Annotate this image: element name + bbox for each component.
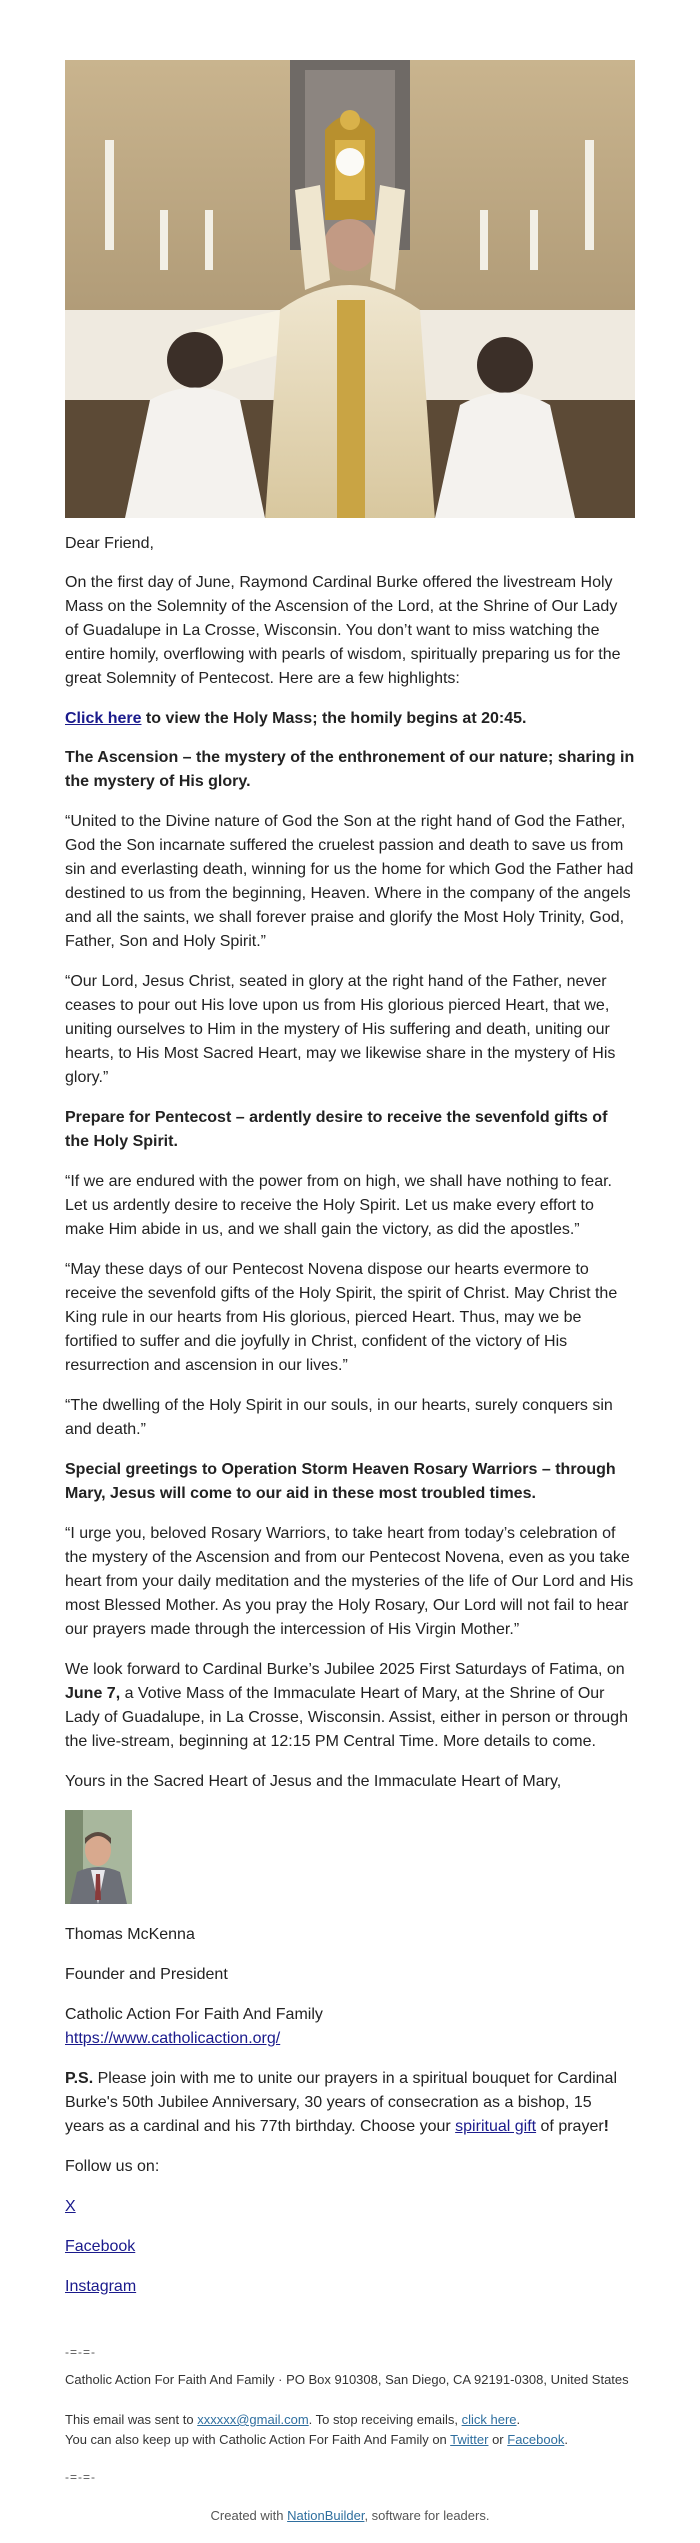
follow-label: Follow us on:	[65, 2158, 160, 2175]
footer-separator-bottom: -=-=-	[65, 2470, 97, 2484]
instagram-link[interactable]: Instagram	[65, 2278, 137, 2295]
section-rosary-heading: Special greetings to Operation Storm Heaven Rosary Warriors – through Mary, Jesus will come to our aid in these most troubled times.	[65, 1461, 616, 1502]
ascension-quote-1: “United to the Divine nature of God the Son at the right hand of God the Father, God the Son incarnate suffered the cruelest passion and death to save us from sin and everlasting death, winning for us the home for which God the Father had destined to us from the beginning, Heaven. Where in the company of the angels and all the saints, we shall forever praise and glorify the Most Holy Trinity, God, Father, Son and Holy Spirit.”	[65, 813, 634, 950]
click-here-link[interactable]: Click here	[65, 710, 142, 727]
ascension-quote-2: “Our Lord, Jesus Christ, seated in glory at the right hand of the Father, never ceases to pour out His love upon us from His glorious pierced Heart, that we, uniting ourselves to Him in the mystery of His suffering and death, uniting our hearts, to His Most Sacred Heart, may we likewise share in the mystery of His glory.”	[65, 973, 616, 1086]
unsubscribe-link[interactable]: click here	[461, 2412, 517, 2427]
view-mass-text: to view the Holy Mass; the homily begins at 20:45.	[141, 710, 527, 727]
facebook-link[interactable]: Facebook	[65, 2238, 136, 2255]
nationbuilder-link[interactable]: NationBuilder	[287, 2508, 365, 2523]
rosary-quote: “I urge you, beloved Rosary Warriors, to take heart from today’s celebration of the mystery of the Ascension and from our Pentecost Novena, even as you take heart from your daily meditation and the mysteries of the life of Our Lord and His most Blessed Mother. As you pray the Holy Rosary, Our Lord will not fail to hear our prayers made through the intercession of His Virgin Mother.”	[65, 1525, 634, 1638]
hero-image	[65, 60, 635, 518]
view-mass-line	[65, 707, 635, 731]
follow-facebook-line	[65, 2235, 635, 2259]
footer-facebook-link[interactable]: Facebook	[507, 2432, 565, 2447]
signature-org: Catholic Action For Faith And Family	[65, 2006, 323, 2023]
footer-keep-up: You can also keep up with Catholic Action For Faith And Family on Twitter or Facebook.	[65, 2432, 568, 2447]
pentecost-quote-3: “The dwelling of the Holy Spirit in our souls, in our hearts, surely conquers sin and death.”	[65, 1397, 613, 1438]
x-link[interactable]: X	[65, 2198, 76, 2215]
signature-photo	[65, 1810, 132, 1904]
ps-label: P.S.	[65, 2070, 94, 2087]
jubilee-date: June 7,	[65, 1685, 121, 1702]
footer-twitter-link[interactable]: Twitter	[450, 2432, 489, 2447]
signature-url-line	[65, 2027, 635, 2051]
website-link[interactable]: https://www.catholicaction.org/	[65, 2030, 281, 2047]
mass-photo	[65, 60, 635, 518]
section-ascension-heading: The Ascension – the mystery of the enthronement of our nature; sharing in the mystery of His glory.	[65, 749, 635, 790]
created-with-line: Created with NationBuilder, software for leaders.	[210, 2508, 490, 2523]
portrait	[65, 1810, 132, 1904]
intro-paragraph: On the first day of June, Raymond Cardinal Burke offered the livestream Holy Mass on the Solemnity of the Ascension of the Lord, at the Shrine of Our Lady of Guadalupe in La Crosse, Wisconsin. You don’t want to miss watching the entire homily, overflowing with pearls of wisdom, spiritually preparing us for the great Solemnity of Pentecost. Here are a few highlights:	[65, 574, 621, 687]
follow-x-line	[65, 2195, 635, 2219]
greeting: Dear Friend,	[65, 535, 154, 552]
footer-address: Catholic Action For Faith And Family · PO Box 910308, San Diego, CA 92191-0308, United States	[65, 2372, 629, 2387]
closing-line: Yours in the Sacred Heart of Jesus and the Immaculate Heart of Mary,	[65, 1773, 562, 1790]
pentecost-quote-2: “May these days of our Pentecost Novena dispose our hearts evermore to receive the sevenfold gifts of the Holy Spirit, the spirit of Christ. May Christ the King rule in our hearts from His glorious, pierced Heart. Thus, may we be fortified to suffer and die joyfully in Christ, confident of the victory of His resurrection and ascension in our lives.”	[65, 1261, 618, 1374]
signature-name: Thomas McKenna	[65, 1926, 195, 1943]
footer-sent-to: This email was sent to xxxxxx@gmail.com. To stop receiving emails, click here.	[65, 2412, 521, 2427]
spiritual-gift-link[interactable]: spiritual gift	[455, 2118, 537, 2135]
ps-paragraph: P.S. Please join with me to unite our prayers in a spiritual bouquet for Cardinal Burke's 50th Jubilee Anniversary, 30 years of consecration as a bishop, 15 years as a cardinal and his 77th birthday. Choose your spiritual gift of prayer!	[65, 2070, 618, 2135]
jubilee-paragraph: We look forward to Cardinal Burke’s Jubilee 2025 First Saturdays of Fatima, on June 7, a Votive Mass of the Immaculate Heart of Mary, at the Shrine of Our Lady of Guadalupe, in La Crosse, Wisconsin. Assist, either in person or through the live-stream, beginning at 12:15 PM Central Time. More details to come.	[65, 1661, 628, 1750]
footer-separator-top: -=-=-	[65, 2345, 97, 2359]
signature-title: Founder and President	[65, 1966, 228, 1983]
pentecost-quote-1: “If we are endured with the power from on high, we shall have nothing to fear. Let us ardently desire to receive the Holy Spirit. Let us make every effort to make Him abide in us, and we shall gain the victory, as did the apostles.”	[65, 1173, 612, 1238]
recipient-email-link[interactable]: xxxxxx@gmail.com	[197, 2412, 309, 2427]
follow-instagram-line	[65, 2275, 635, 2299]
section-pentecost-heading: Prepare for Pentecost – ardently desire to receive the sevenfold gifts of the Holy Spirit.	[65, 1109, 608, 1150]
